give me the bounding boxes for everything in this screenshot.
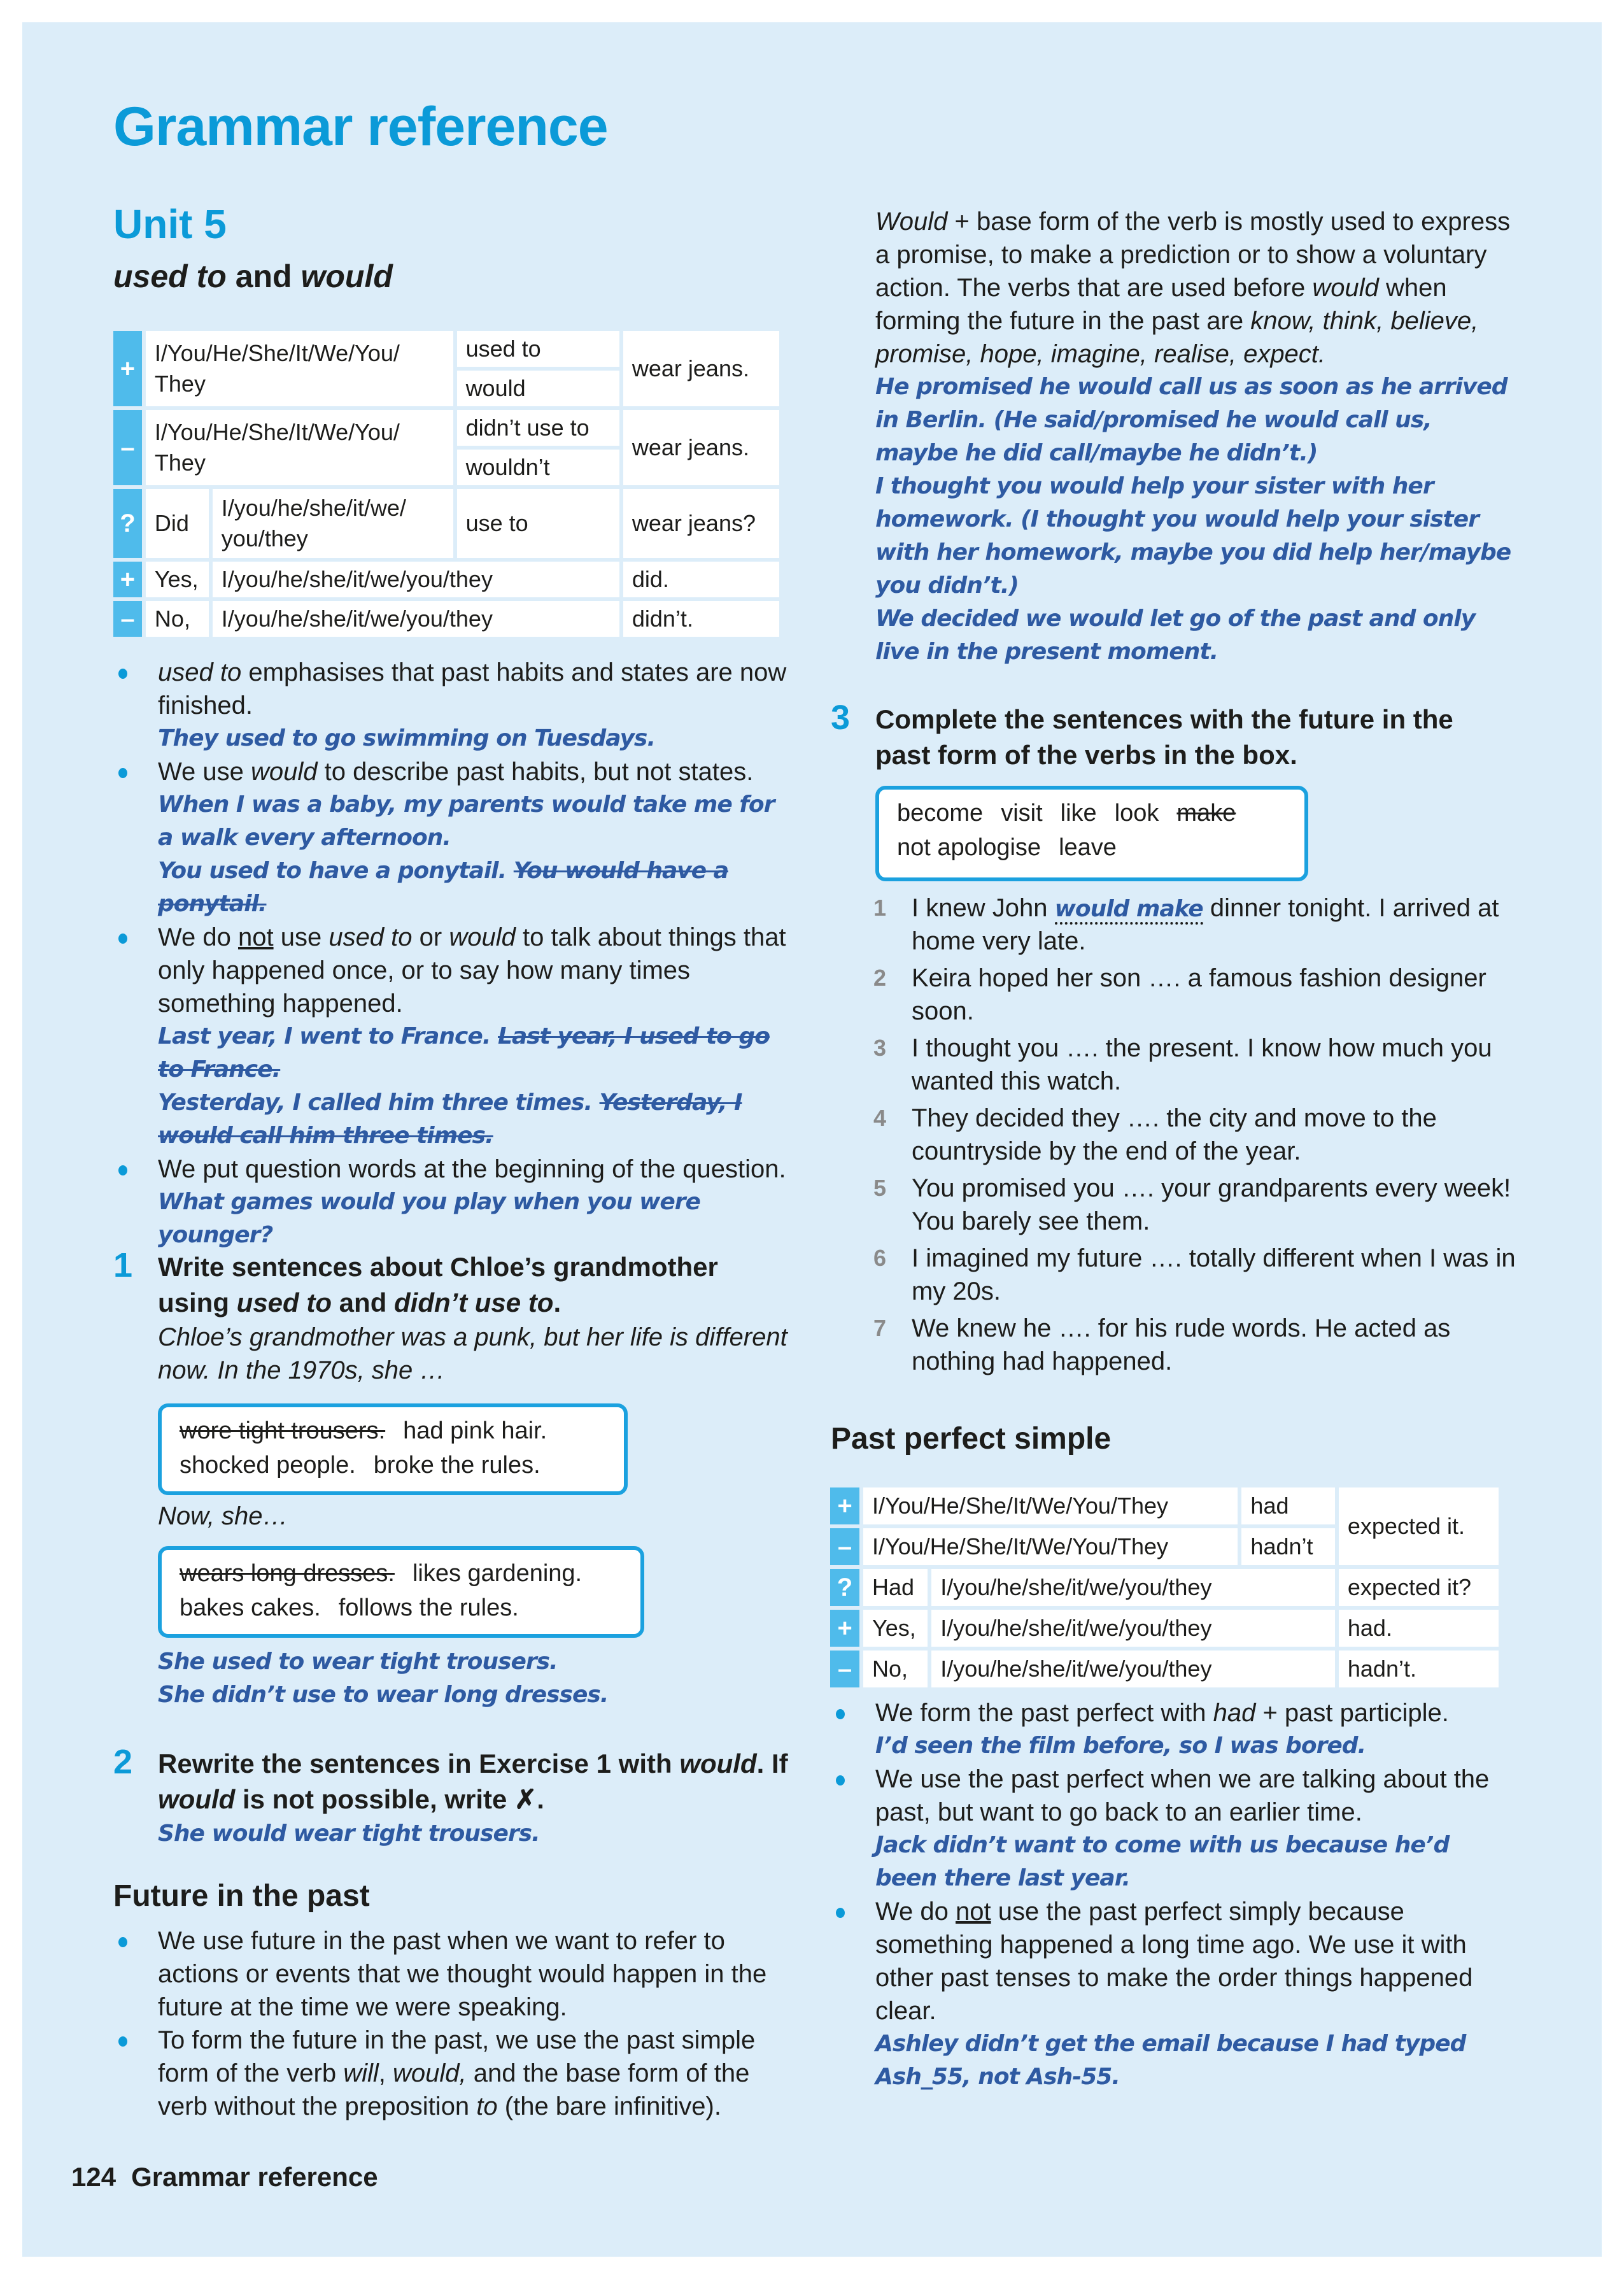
exercise-3-items [873, 891, 1516, 1382]
exercise-2 [113, 1743, 788, 1850]
exercise-item: 2 Keira hoped her son …. a famous fashion designer soon. [873, 964, 1486, 1025]
box-item: leave [1059, 834, 1117, 861]
example-sentence: You used to have a ponytail. You would have a ponytail. [158, 858, 728, 917]
question-symbol: ? [830, 1569, 859, 1606]
table-row [830, 1569, 1499, 1606]
rule-item: We do not use used to or would to talk about things that only happened once, or to say how many times something happened. Last year, I went to France. Last year, I used to go to France. Yesterday, I called him three times. Yesterday, I would call him three times. [113, 921, 788, 1153]
example-sentence: We decided we would let go of the past and only live in the present moment. [875, 606, 1476, 665]
box-item: likes gardening. [412, 1560, 583, 1587]
past-perfect-table [826, 1484, 1502, 1691]
verb-cell: had [1241, 1487, 1334, 1524]
verb-cell: wouldn’t [457, 450, 619, 485]
example-sentence: What games would you play when you were younger? [158, 1189, 700, 1248]
end-cell: hadn’t. [1339, 1651, 1499, 1687]
negative-symbol: – [113, 410, 142, 485]
exercise-instruction: Rewrite the sentences in Exercise 1 with would. If would is not possible, write ✗. [158, 1749, 788, 1814]
exercise-instruction: Write sentences about Chloe’s grandmother using used to and didn’t use to. [158, 1252, 718, 1317]
rule-item: We put question words at the beginning of the question. What games would you play when you were younger? [113, 1153, 788, 1252]
box-item: shocked people. [180, 1452, 356, 1479]
exercise-number: 3 [831, 699, 851, 737]
section-heading-used-to-would: used to and would [113, 259, 393, 294]
used-item: make [1176, 800, 1236, 827]
incorrect-example: Last year, I used to go to France. [158, 1023, 770, 1083]
negative-symbol: – [113, 601, 142, 637]
used-item: wears long dresses. [180, 1560, 395, 1587]
table-row [113, 562, 779, 597]
subject-cell: I/You/He/She/It/We/You/ They [146, 410, 453, 485]
end-cell: did. [623, 562, 779, 597]
exercise-item: 4 They decided they …. the city and move to the countryside by the end of the year. [873, 1104, 1437, 1165]
verb-cell: would [457, 371, 619, 406]
exercise-item: 7 We knew he …. for his rude words. He acted as nothing had happened. [873, 1314, 1451, 1375]
example-sentence: Last year, I went to France. Last year, I used to go to France. [158, 1023, 770, 1083]
subject-cell: I/You/He/She/It/We/You/They [863, 1487, 1238, 1524]
section-heading-future-in-past: Future in the past [113, 1879, 370, 1913]
rule-item: used to emphasises that past habits and states are now finished. They used to go swimming on Tuesdays. [113, 656, 788, 755]
table-row [830, 1651, 1499, 1687]
incorrect-example: You would have a ponytail. [158, 858, 728, 917]
subject-cell: I/you/he/she/it/we/ you/they [213, 489, 453, 558]
word-box-then [158, 1403, 628, 1495]
answer-sentence: She used to wear tight trousers. [158, 1649, 558, 1675]
negative-symbol: – [830, 1651, 859, 1687]
verb-cell: use to [457, 489, 619, 558]
rule-item: We form the past perfect with had + past participle. I’d seen the film before, so I was bored. [831, 1696, 1512, 1763]
end-cell: wear jeans. [623, 410, 779, 485]
subject-cell: I/You/He/She/It/We/You/ They [146, 331, 453, 406]
now-label: Now, she… [158, 1502, 288, 1530]
verb-cell: used to [457, 331, 619, 367]
exercise-1-answers [158, 1645, 769, 1712]
rule-item: We do not use the past perfect simply because something happened a long time ago. We use it with other past tenses to make the order things happened clear. Ashley didn’t get the email because I had typed Ash_55, not Ash-55. [831, 1895, 1512, 2094]
box-item: had pink hair. [403, 1417, 547, 1444]
example-sentence: Jack didn’t want to come with us because he’d been there last year. [875, 1832, 1450, 1891]
footer-label: Grammar reference [131, 2162, 378, 2192]
example-sentence: I’d seen the film before, so I was bored. [875, 1733, 1366, 1759]
page-footer [71, 2162, 378, 2192]
table-row [113, 410, 779, 446]
table-row [113, 331, 779, 367]
exercise-1 [113, 1246, 788, 1387]
example-sentence: I thought you would help your sister with her homework. (I thought you would help your sister with her homework, maybe you did help her/maybe you didn’t.) [875, 473, 1511, 599]
exercise-instruction: Complete the sentences with the future in the past form of the verbs in the box. [875, 704, 1453, 770]
rule-item: We use would to describe past habits, but not states. When I was a baby, my parents would take me for a walk every afternoon. You used to have a ponytail. You would have a ponytail. [113, 755, 788, 921]
aux-cell: Yes, [863, 1610, 928, 1647]
used-item: wore tight trousers. [180, 1417, 386, 1444]
subject-cell: I/you/he/she/it/we/you/they [931, 1610, 1335, 1647]
answer-gap[interactable]: would make [1055, 897, 1203, 925]
answer-sentence: She didn’t use to wear long dresses. [158, 1682, 609, 1708]
positive-symbol: + [830, 1610, 859, 1647]
exercise-intro: Chloe’s grandmother was a punk, but her life is different now. In the 1970s, she … [158, 1323, 787, 1384]
verb-cell: didn’t use to [457, 410, 619, 446]
rule-item: We use future in the past when we want to refer to actions or events that we thought would happen in the future at the time we were speaking. [113, 1924, 788, 2024]
future-in-past-paragraph: Would + base form of the verb is mostly used to express a promise, to make a prediction or to show a voluntary action. The verbs that are used before would when forming the future in the past are know, think, believe, promise, hope, imagine, realise, expect. He promised he would call us as soon as he arrived in Berlin. (He said/promised he would call us, maybe he did call/maybe he didn’t.) I thought you would help your sister with her homework. (I thought you would help your sister with her homework, maybe you did help her/maybe you didn’t.) We decided we would let go of the past and only live in the present moment. [875, 205, 1512, 669]
aux-cell: Did [146, 489, 209, 558]
positive-symbol: + [113, 331, 142, 406]
page-title: Grammar reference [113, 96, 608, 157]
exercise-item: 1 I knew John would make dinner tonight. I arrived at home very late. [873, 894, 1499, 955]
aux-cell: No, [146, 601, 209, 637]
box-item: broke the rules. [373, 1452, 540, 1479]
verb-cell: hadn’t [1241, 1528, 1334, 1565]
box-item: look [1114, 800, 1159, 827]
rule-item: We use the past perfect when we are talking about the past, but want to go back to an earlier time. Jack didn’t want to come with us because he’d been there last year. [831, 1763, 1512, 1895]
exercise-number: 2 [113, 1743, 133, 1781]
box-item: not apologise [897, 834, 1041, 861]
end-cell: didn’t. [623, 601, 779, 637]
exercise-item: 5 You promised you …. your grandparents every week! You barely see them. [873, 1174, 1511, 1235]
box-item: follows the rules. [338, 1594, 519, 1621]
exercise-3 [831, 699, 1512, 773]
aux-cell: No, [863, 1651, 928, 1687]
section-heading-past-perfect: Past perfect simple [831, 1422, 1112, 1456]
table-row [113, 489, 779, 558]
end-cell: had. [1339, 1610, 1499, 1647]
used-to-would-table [109, 327, 783, 641]
box-item: like [1060, 800, 1097, 827]
positive-symbol: + [830, 1487, 859, 1524]
aux-cell: Had [863, 1569, 928, 1606]
subject-cell: I/you/he/she/it/we/you/they [213, 562, 619, 597]
positive-symbol: + [113, 562, 142, 597]
exercise-item: 3 I thought you …. the present. I know how much you wanted this watch. [873, 1034, 1492, 1095]
example-sentence: Ashley didn’t get the email because I had typed Ash_55, not Ash-55. [875, 2031, 1466, 2090]
box-item: become [897, 800, 984, 827]
table-row [113, 601, 779, 637]
used-to-rules-list [113, 656, 788, 1252]
future-in-past-rules [113, 1924, 788, 2123]
question-symbol: ? [113, 489, 142, 558]
end-cell: expected it. [1339, 1487, 1499, 1565]
example-sentence: They used to go swimming on Tuesdays. [158, 725, 656, 751]
incorrect-example: Yesterday, I would call him three times. [158, 1090, 742, 1149]
example-sentence: Yesterday, I called him three times. Yesterday, I would call him three times. [158, 1090, 742, 1149]
end-cell: expected it? [1339, 1569, 1499, 1606]
example-sentence: He promised he would call us as soon as he arrived in Berlin. (He said/promised he would call us, maybe he did call/maybe he didn’t.) [875, 374, 1507, 466]
box-item: visit [1001, 800, 1043, 827]
verb-box [875, 786, 1308, 881]
answer-sentence: She would wear tight trousers. [158, 1821, 540, 1847]
table-row [830, 1610, 1499, 1647]
negative-symbol: – [830, 1528, 859, 1565]
aux-cell: Yes, [146, 562, 209, 597]
example-sentence: When I was a baby, my parents would take me for a walk every afternoon. [158, 792, 775, 851]
table-row [830, 1487, 1499, 1524]
exercise-number: 1 [113, 1246, 133, 1284]
box-item: bakes cakes. [180, 1594, 321, 1621]
end-cell: wear jeans. [623, 331, 779, 406]
rule-item: To form the future in the past, we use the past simple form of the verb will, would, and the base form of the verb without the preposition to (the bare infinitive). [113, 2024, 788, 2123]
subject-cell: I/you/he/she/it/we/you/they [213, 601, 619, 637]
subject-cell: I/you/he/she/it/we/you/they [931, 1569, 1335, 1606]
exercise-item: 6 I imagined my future …. totally different when I was in my 20s. [873, 1244, 1516, 1305]
past-perfect-rules [831, 1696, 1512, 2094]
subject-cell: I/You/He/She/It/We/You/They [863, 1528, 1238, 1565]
subject-cell: I/you/he/she/it/we/you/they [931, 1651, 1335, 1687]
page-number: 124 [71, 2162, 117, 2192]
end-cell: wear jeans? [623, 489, 779, 558]
unit-heading: Unit 5 [113, 201, 227, 247]
word-box-now [158, 1546, 644, 1638]
